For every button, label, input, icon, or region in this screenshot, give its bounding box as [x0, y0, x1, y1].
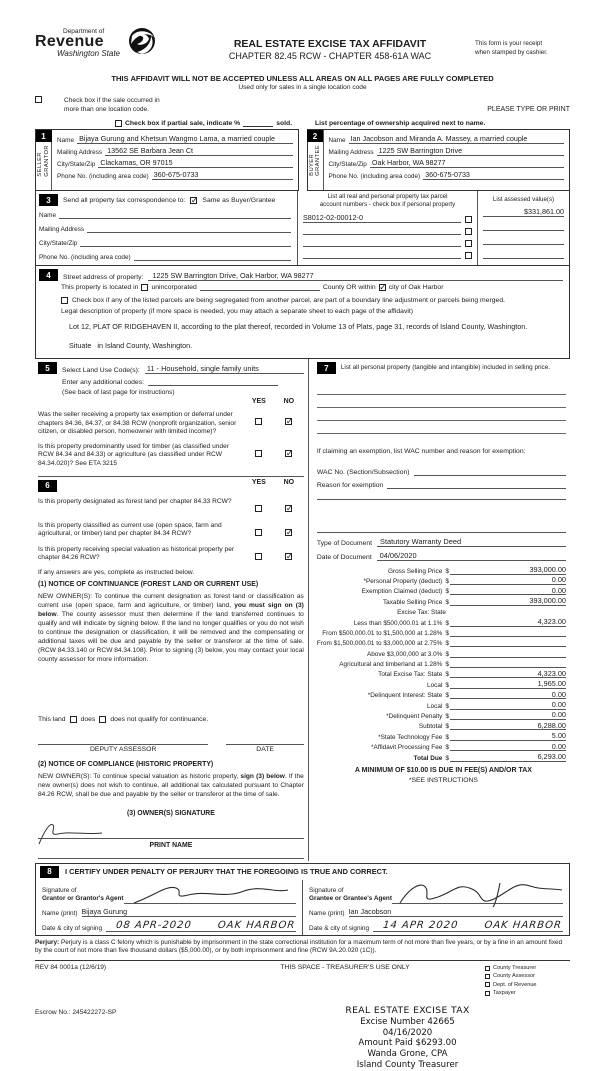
partial-sale-percent-field[interactable] — [243, 126, 273, 127]
escrow-number: Escrow No.: 245422272-SP — [35, 1009, 117, 1017]
grantor-name-print-field[interactable]: Bijaya Gurung — [82, 907, 296, 917]
tax-label-processing-fee: *Affidavit Processing Fee — [371, 744, 443, 752]
q5-no-checkbox[interactable] — [285, 553, 292, 560]
see-instructions-note: *SEE INSTRUCTIONS — [408, 776, 478, 784]
county-treasurer-label: County Treasurer — [493, 964, 537, 971]
tax-label-agricultural: Agricultural and timberland at 1.28% — [339, 661, 443, 669]
tax-value-delinquent-interest-state[interactable]: 0.00 — [450, 691, 566, 700]
grantee-signature — [396, 879, 566, 907]
stamp-date: 04/16/2020 — [382, 1027, 433, 1038]
situate-label: Situate — [69, 341, 92, 351]
land-use-field[interactable]: 11 - Household, single family units — [145, 364, 304, 374]
personal-property-line-4[interactable] — [317, 421, 566, 434]
treasurer-stamp — [285, 1005, 570, 1070]
grantee-agent-label: Grantee or Grantee's Agent — [309, 895, 392, 903]
tax-value-personal[interactable]: 0.00 — [450, 576, 566, 585]
tax-value-tech-fee[interactable]: 5.00 — [450, 732, 566, 741]
continuance-text-c: . The county assessor must then determine if the land transferred continues to qualify and will indicate by signing below. If the land no longer qualifies or you do not wish to continue the designation or classification, it will be removed and the compensating or additional taxes will be due and payable by the seller or transferor at the time of sale. (RCW 84.33.140 or RCW 84.34.108). Prior to signing (3) below, you may contact your local county assessor for more information. — [38, 610, 304, 664]
corr-name-label: Name — [39, 212, 57, 220]
stamp-treasurer-name: Wanda Grone, CPA — [367, 1049, 448, 1060]
logo-revenue-text: Revenue — [35, 33, 104, 50]
corr-phone-field[interactable] — [134, 260, 291, 261]
county-assessor-checkbox[interactable] — [485, 974, 490, 979]
minimum-fee-note: A MINIMUM OF $10.00 IS DUE IN FEE(S) AND/OR TAX — [354, 766, 532, 774]
grantor-signature — [128, 881, 293, 907]
tax-value-agricultural[interactable] — [450, 667, 566, 668]
county-name-field[interactable] — [200, 290, 320, 291]
tax-value-tier2[interactable] — [450, 636, 566, 637]
unincorporated-checkbox[interactable] — [141, 284, 148, 291]
reason-label: Reason for exemption — [316, 482, 384, 490]
tax-value-total-due[interactable]: 6,293.00 — [450, 753, 566, 762]
seller-mailing-field[interactable]: 13562 SE Barbara Jean Ct — [105, 147, 292, 156]
q2-yes-checkbox[interactable] — [255, 450, 262, 457]
tax-value-delinquent-interest-local[interactable]: 0.00 — [450, 701, 566, 710]
stamp-treasurer-title: Island County Treasurer — [356, 1059, 459, 1070]
does-not-label: does not qualify for continuance. — [110, 716, 209, 724]
personal-property-title: List all personal property (tangible and intangible) included in selling price. — [340, 364, 551, 372]
grantee-signing-date: 14 APR 2020 — [382, 919, 459, 931]
perjury-body: Perjury is a class C felony which is punishable by imprisonment in the state correctional institution for a maximum term of not more than five years, or by a fine in an amount fixed by the court of not more than five thousand dollars ($5,000.00), or by both imprisonment and fine (RCW 9A.20.020 (1C)). — [35, 938, 563, 955]
single-location-note: Used only for sales in a single location code — [238, 84, 367, 91]
form-revision-number: REV 84 0001a (12/6/19) — [35, 963, 107, 971]
tax-value-total-state[interactable]: 4,323.00 — [450, 670, 566, 679]
dor-swirl-icon — [127, 26, 157, 61]
dollar-sign: $ — [445, 577, 449, 585]
grantor-signature-line[interactable] — [124, 880, 296, 904]
section-8-number: 8 — [40, 866, 59, 878]
does-qualify-checkbox[interactable] — [70, 716, 77, 723]
copy-distribution-list — [485, 964, 570, 998]
tax-value-local[interactable]: 1,965.00 — [450, 680, 566, 689]
print-name-line[interactable] — [38, 849, 304, 859]
corr-name-field[interactable] — [59, 218, 291, 219]
county-assessor-label: County Assessor — [493, 973, 535, 980]
tax-label-total-state: Total Excise Tax: State — [378, 671, 443, 679]
personal-property-checkbox-3[interactable] — [465, 240, 472, 247]
dollar-sign: $ — [445, 671, 449, 679]
dollar-sign: $ — [445, 567, 449, 575]
question-historical: Is this property receiving special valuation as historical property per chapter 84.26 RCW? — [38, 545, 235, 562]
dollar-sign: $ — [445, 661, 449, 669]
buyer-box — [307, 129, 571, 191]
owner-signature — [36, 816, 106, 846]
seller-mailing-label: Mailing Address — [57, 149, 103, 157]
parcel-number-field-4[interactable] — [303, 258, 461, 259]
tax-label-subtotal: Subtotal — [418, 723, 443, 731]
grantee-signature-line[interactable] — [392, 880, 563, 904]
personal-property-checkbox-4[interactable] — [465, 252, 472, 259]
if-yes-note: If any answers are yes, complete as instructed below. — [38, 568, 195, 576]
q5-yes-checkbox[interactable] — [255, 553, 262, 560]
corr-phone-label: Phone No. (including area code) — [39, 254, 131, 262]
certification-box — [35, 863, 570, 936]
tax-correspondence-box — [35, 191, 570, 266]
tax-label-taxable: Taxable Selling Price — [382, 598, 443, 606]
taxpayer-checkbox[interactable] — [485, 991, 490, 996]
same-as-buyer-checkbox[interactable] — [190, 197, 197, 204]
dollar-sign: $ — [445, 744, 449, 752]
assessed-value-field-4[interactable] — [483, 250, 564, 259]
buyer-side-label: BUYER — [308, 154, 315, 177]
buyer-city-label: City/State/Zip — [328, 161, 367, 169]
perjury-statement — [35, 939, 570, 961]
grantor-signing-city: OAK HARBOR — [217, 919, 296, 931]
grantor-date-city-field[interactable] — [106, 920, 296, 932]
corr-mailing-field[interactable] — [87, 232, 291, 233]
city-of-label: city of Oak Harbor — [388, 284, 444, 292]
seller-side-label: SELLER — [37, 152, 44, 178]
tax-label-tier4: Above $3,000,000 at 3.0% — [366, 650, 443, 658]
no-header: NO — [283, 398, 295, 406]
dollar-sign: $ — [445, 640, 449, 648]
unincorporated-label: unincorporated — [151, 284, 197, 292]
tax-label-total-due: Total Due — [413, 754, 443, 762]
grantor-name-print-label: Name (print) — [42, 909, 78, 917]
notice-compliance-body — [38, 772, 304, 799]
dollar-sign: $ — [445, 681, 449, 689]
perjury-label: Perjury: — [35, 938, 60, 946]
treasurer-space-label: THIS SPACE - TREASURER'S USE ONLY — [280, 963, 410, 971]
city-checkbox[interactable] — [379, 284, 386, 291]
dollar-sign: $ — [445, 702, 449, 710]
notice-continuance-body — [38, 592, 304, 665]
notice-compliance-title: (2) NOTICE OF COMPLIANCE (HISTORIC PROPERTY) — [38, 761, 214, 769]
question-current-use: Is this property classified as current use (open space, farm and agricultural, or timber) land per chapter 84.34 RCW? — [38, 521, 222, 538]
question-forest-land: Is this property designated as forest land per chapter 84.33 RCW? — [38, 497, 232, 505]
receipt-note-line1: This form is your receipt — [475, 40, 543, 47]
seller-box — [35, 129, 299, 191]
reason-field[interactable] — [387, 481, 566, 489]
exemption-note: If claiming an exemption, list WAC number and reason for exemption: — [316, 448, 526, 456]
dollar-sign: $ — [445, 650, 449, 658]
tax-label-tier3: From $1,500,000.01 to $3,000,000 at 2.75% — [316, 640, 443, 648]
grantee-signature-block — [302, 880, 569, 935]
tax-label-delinquent-interest-state: *Delinquent Interest: State — [367, 692, 443, 700]
land-use-label: Select Land Use Code(s): — [62, 367, 140, 375]
compliance-text-bold: sign (3) below — [240, 773, 285, 781]
personal-property-line-2[interactable] — [317, 395, 566, 408]
section-6-number: 6 — [38, 480, 57, 492]
section-2-number: 2 — [307, 130, 323, 142]
wac-field[interactable] — [414, 468, 566, 476]
partial-sale-checkbox[interactable] — [115, 120, 122, 127]
print-name-label: PRINT NAME — [149, 841, 193, 849]
footer-row — [35, 964, 570, 998]
s6-no-header: NO — [283, 478, 295, 486]
dollar-sign: $ — [445, 619, 449, 627]
seller-grantor-side-label — [37, 145, 50, 177]
parcel-header-line1: List all real and personal property tax parcel — [327, 193, 448, 201]
stamp-amount-paid: Amount Paid $6293.00 — [358, 1038, 457, 1049]
assessed-value-field-3[interactable] — [483, 236, 564, 245]
continuance-text-a: NEW OWNER(S): To continue the current designation as forest land or classification as current use (open space, farm and agriculture, or timber) land, — [38, 592, 304, 609]
reason-continuation-line[interactable] — [317, 489, 566, 500]
tax-label-delinquent-interest-local: Local — [427, 702, 443, 710]
buyer-mailing-field[interactable]: 1225 SW Barrington Drive — [377, 147, 564, 156]
instructions-note: (See back of last page for instructions) — [62, 389, 175, 397]
receipt-note-line2: when stamped by cashier. — [475, 48, 548, 56]
tax-value-tier3[interactable] — [450, 646, 566, 647]
logo-washington-text: Washington State — [57, 49, 121, 59]
grantor-signing-date: 08 APR-2020 — [115, 919, 193, 931]
grantor-side-label: GRANTOR — [43, 145, 50, 178]
left-column — [35, 359, 308, 860]
wac-label: WAC No. (Section/Subsection) — [316, 469, 410, 477]
buyer-grantee-side-label — [309, 145, 322, 176]
additional-codes-field[interactable] — [148, 378, 278, 386]
grantee-name-print-label: Name (print) — [309, 909, 345, 917]
assessed-value-field-2[interactable] — [483, 222, 564, 231]
situate-text: in Island County, Washington. — [97, 341, 193, 351]
parcel-number-field-2[interactable] — [303, 234, 461, 235]
deputy-assessor-label: DEPUTY ASSESSOR — [90, 746, 157, 754]
logo-dept-text: Department of — [63, 28, 105, 35]
parcel-numbers-box — [297, 191, 477, 265]
q1-yes-checkbox[interactable] — [255, 418, 262, 425]
tax-computation-table — [317, 564, 570, 761]
grantee-signing-city: OAK HARBOR — [483, 919, 563, 931]
deputy-assessor-signature-line[interactable] — [38, 737, 208, 745]
additional-codes-label: Enter any additional codes: — [62, 379, 144, 387]
partial-sale-sold-label: sold. — [276, 120, 293, 128]
assessed-value-field[interactable]: $331,861.00 — [483, 208, 564, 217]
tax-label-tier2: From $500,000.01 to $1,500,000 at 1.28% — [322, 629, 443, 637]
tax-label-delinquent-penalty: *Delinquent Penalty — [386, 713, 443, 721]
tax-value-exemption[interactable]: 0.00 — [450, 587, 566, 596]
stamp-excise-number: Excise Number 42665 — [360, 1016, 455, 1027]
same-as-buyer-label: Same as Buyer/Grantee — [202, 196, 276, 204]
tax-value-delinquent-penalty[interactable]: 0.00 — [450, 711, 566, 720]
grantee-name-print-field[interactable]: Ian Jacobson — [349, 907, 563, 917]
compliance-text-a: NEW OWNER(S): To continue special valuation as historic property, — [38, 773, 241, 781]
buyer-name-label: Name — [328, 137, 346, 145]
type-of-document-label: Type of Document — [316, 540, 373, 548]
yes-header: YES — [251, 398, 266, 406]
dollar-sign: $ — [445, 723, 449, 731]
form-header — [35, 28, 570, 72]
ownership-percentage-note: List percentage of ownership acquired next to name. — [315, 120, 486, 128]
multi-location-label — [64, 96, 214, 114]
seller-phone-field[interactable]: 360-675-0733 — [152, 171, 293, 180]
parcel-number-field[interactable]: S8012-02-00012-0 — [303, 214, 461, 223]
seller-city-label: City/State/Zip — [57, 161, 96, 169]
corr-city-label: City/State/Zip — [39, 240, 78, 248]
deputy-date-label: DATE — [256, 746, 274, 754]
seller-name-field[interactable]: Bijaya Gurung and Khetsun Wangmo Lama, a married couple — [77, 135, 292, 144]
dollar-sign: $ — [445, 629, 449, 637]
dept-of-revenue-label: Dept. of Revenue — [493, 981, 537, 988]
personal-property-checkbox-1[interactable] — [465, 216, 472, 223]
section-1-number: 1 — [36, 130, 52, 142]
corr-city-field[interactable] — [80, 246, 291, 247]
seller-name-label: Name — [57, 137, 75, 145]
tax-label-tech-fee: *State Technology Fee — [378, 733, 443, 741]
dept-of-revenue-checkbox[interactable] — [485, 982, 490, 987]
receipt-note — [475, 28, 570, 57]
tax-value-tier1[interactable]: 4,323.00 — [450, 618, 566, 627]
type-or-print-note: PLEASE TYPE OR PRINT — [487, 105, 570, 113]
s6-yes-header: YES — [251, 478, 266, 486]
property-address-box — [35, 266, 570, 359]
grantor-date-city-label: Date & city of signing — [42, 924, 103, 932]
send-correspondence-label: Send all property tax correspondence to: — [63, 196, 186, 204]
tax-value-processing-fee[interactable]: 0.00 — [450, 743, 566, 752]
certify-statement: I CERTIFY UNDER PENALTY OF PERJURY THAT THE FOREGOING IS TRUE AND CORRECT. — [65, 867, 388, 877]
owner-signature-label: (3) OWNER(S) SIGNATURE — [126, 809, 215, 817]
county-treasurer-checkbox[interactable] — [485, 966, 490, 971]
segregated-checkbox[interactable] — [61, 297, 68, 304]
legal-description-label: Legal description of property (if more space is needed, you may attach a separate sheet to each page of the affidavit) — [61, 308, 414, 316]
seller-city-field[interactable]: Clackamas, OR 97015 — [98, 159, 292, 168]
question-timber-agriculture: Is this property predominantly used for timber (as classified under RCW 84.34 and 84.33) or agriculture (as classified under RCW 84.34.020)? See ETA 3215 — [38, 442, 229, 467]
tax-value-subtotal[interactable]: 6,288.00 — [450, 722, 566, 731]
compliance-text-c: . If the new owner(s) does not wish to continue, all additional tax calculated pursuant to Chapter 84.26 RCW, shall be due and payable by the seller or transferor at the time of sale. — [38, 773, 304, 799]
grantor-agent-label: Grantor or Grantor's Agent — [42, 895, 124, 903]
continuance-text-bold: you must sign on (3) below — [38, 601, 304, 618]
form-title: REAL ESTATE EXCISE TAX AFFIDAVIT — [233, 38, 427, 50]
type-of-document-field[interactable]: Statutory Warranty Deed — [377, 537, 566, 547]
q3-yes-checkbox[interactable] — [255, 505, 262, 512]
q3-no-checkbox[interactable] — [285, 505, 292, 512]
owner-signature-line[interactable] — [38, 817, 304, 839]
buyer-mailing-label: Mailing Address — [328, 149, 374, 157]
tax-label-personal: *Personal Property (deduct) — [363, 577, 443, 585]
grantor-signature-of-label: Signature of — [42, 886, 77, 894]
tax-label-gross: Gross Selling Price — [387, 567, 443, 575]
dollar-sign: $ — [445, 692, 449, 700]
buyer-phone-label: Phone No. (including area code) — [328, 173, 421, 181]
multi-location-line2: more than one location code. — [64, 106, 150, 114]
q2-no-checkbox[interactable] — [285, 450, 292, 457]
tax-label-local: Local — [427, 681, 443, 689]
dollar-sign: $ — [445, 598, 449, 606]
segregated-label: Check box if any of the listed parcels are being segregated from another parcel, are part of a boundary line adjustment or parcels being merged. — [72, 297, 505, 305]
dollar-sign: $ — [445, 713, 449, 721]
grantee-date-city-field[interactable] — [373, 920, 563, 932]
deputy-date-line[interactable] — [226, 737, 303, 745]
notice-continuance-title: (1) NOTICE OF CONTINUANCE (FOREST LAND OR CURRENT USE) — [38, 580, 259, 588]
corr-mailing-label: Mailing Address — [39, 226, 85, 234]
assessed-values-header: List assessed value(s) — [492, 196, 555, 204]
document-area-top-line — [317, 522, 566, 533]
tax-value-gross[interactable]: 393,000.00 — [450, 566, 566, 575]
tax-value-tier4[interactable] — [450, 657, 566, 658]
dollar-sign: $ — [445, 588, 449, 596]
legal-description-text[interactable]: Lot 12, PLAT OF RIDGEHAVEN II, according to the plat thereof, recorded in Volume 13 of Plats, page 31, records of Island County, Washington. — [69, 322, 528, 332]
stamp-title: REAL ESTATE EXCISE TAX — [345, 1005, 470, 1017]
multi-location-line1: Check box if the sale occurred in — [64, 97, 160, 104]
middle-columns — [35, 359, 570, 860]
q4-yes-checkbox[interactable] — [255, 529, 262, 536]
right-column — [308, 359, 570, 860]
date-of-document-label: Date of Document — [316, 554, 372, 562]
located-in-label: This property is located in — [61, 284, 139, 292]
dor-logo — [35, 28, 185, 72]
multi-location-checkbox[interactable] — [35, 96, 42, 103]
question-exemption-deferral: Was the seller receiving a property tax exemption or deferral under chapters 84.36, 84.37, or 84.38 RCW (nonprofit organization, senior citizen, or disabled person, homeowner with limited income)? — [38, 411, 237, 436]
grantor-signature-block — [36, 880, 302, 935]
form-subtitle: CHAPTER 82.45 RCW - CHAPTER 458-61A WAC — [228, 51, 432, 61]
tax-label-exemption: Exemption Claimed (deduct) — [361, 588, 443, 596]
grantee-date-city-label: Date & city of signing — [309, 924, 370, 932]
personal-property-line-1[interactable] — [317, 382, 566, 395]
buyer-name-field[interactable]: Ian Jacobson and Miranda A. Massey, a married couple — [349, 135, 564, 144]
parcel-number-field-3[interactable] — [303, 246, 461, 247]
completion-warning: THIS AFFIDAVIT WILL NOT BE ACCEPTED UNLESS ALL AREAS ON ALL PAGES ARE FULLY COMPLETED — [111, 74, 494, 83]
assessed-values-box — [477, 191, 569, 265]
personal-property-line-3[interactable] — [317, 408, 566, 421]
section-5-number: 5 — [38, 362, 57, 374]
street-address-field[interactable]: 1225 SW Barrington Drive, Oak Harbor, WA 98277 — [148, 271, 563, 281]
personal-property-checkbox-2[interactable] — [465, 228, 472, 235]
dollar-sign: $ — [445, 733, 449, 741]
street-address-label: Street address of property: — [63, 274, 144, 282]
grantee-signature-of-label: Signature of — [309, 886, 344, 894]
partial-sale-label: Check box if partial sale, indicate % — [125, 120, 241, 128]
date-of-document-field[interactable]: 04/06/2020 — [377, 551, 566, 561]
section-7-number: 7 — [317, 362, 336, 374]
dollar-sign: $ — [445, 754, 449, 762]
does-not-qualify-checkbox[interactable] — [99, 716, 106, 723]
does-label: does — [80, 716, 96, 724]
section-3-number: 3 — [39, 194, 58, 206]
q4-no-checkbox[interactable] — [285, 529, 292, 536]
grantee-side-label: GRANTEE — [315, 145, 321, 177]
seller-phone-label: Phone No. (including area code) — [57, 173, 149, 181]
parcel-header-line2: account numbers - check box if personal property — [319, 201, 456, 209]
buyer-phone-field[interactable]: 360-675-0733 — [423, 171, 564, 180]
q1-no-checkbox[interactable] — [285, 418, 292, 425]
this-land-label: This land — [38, 716, 66, 724]
county-or-within-label: County OR within — [322, 284, 376, 292]
section-4-number: 4 — [39, 269, 58, 281]
tax-label-excise-state: Excise Tax: State — [397, 609, 446, 617]
buyer-city-field[interactable]: Oak Harbor, WA 98277 — [370, 159, 564, 168]
taxpayer-label: Taxpayer — [493, 990, 516, 997]
tax-label-tier1: Less than $500,000.01 at 1.1% — [353, 619, 443, 627]
tax-value-taxable[interactable]: 393,000.00 — [450, 597, 566, 606]
